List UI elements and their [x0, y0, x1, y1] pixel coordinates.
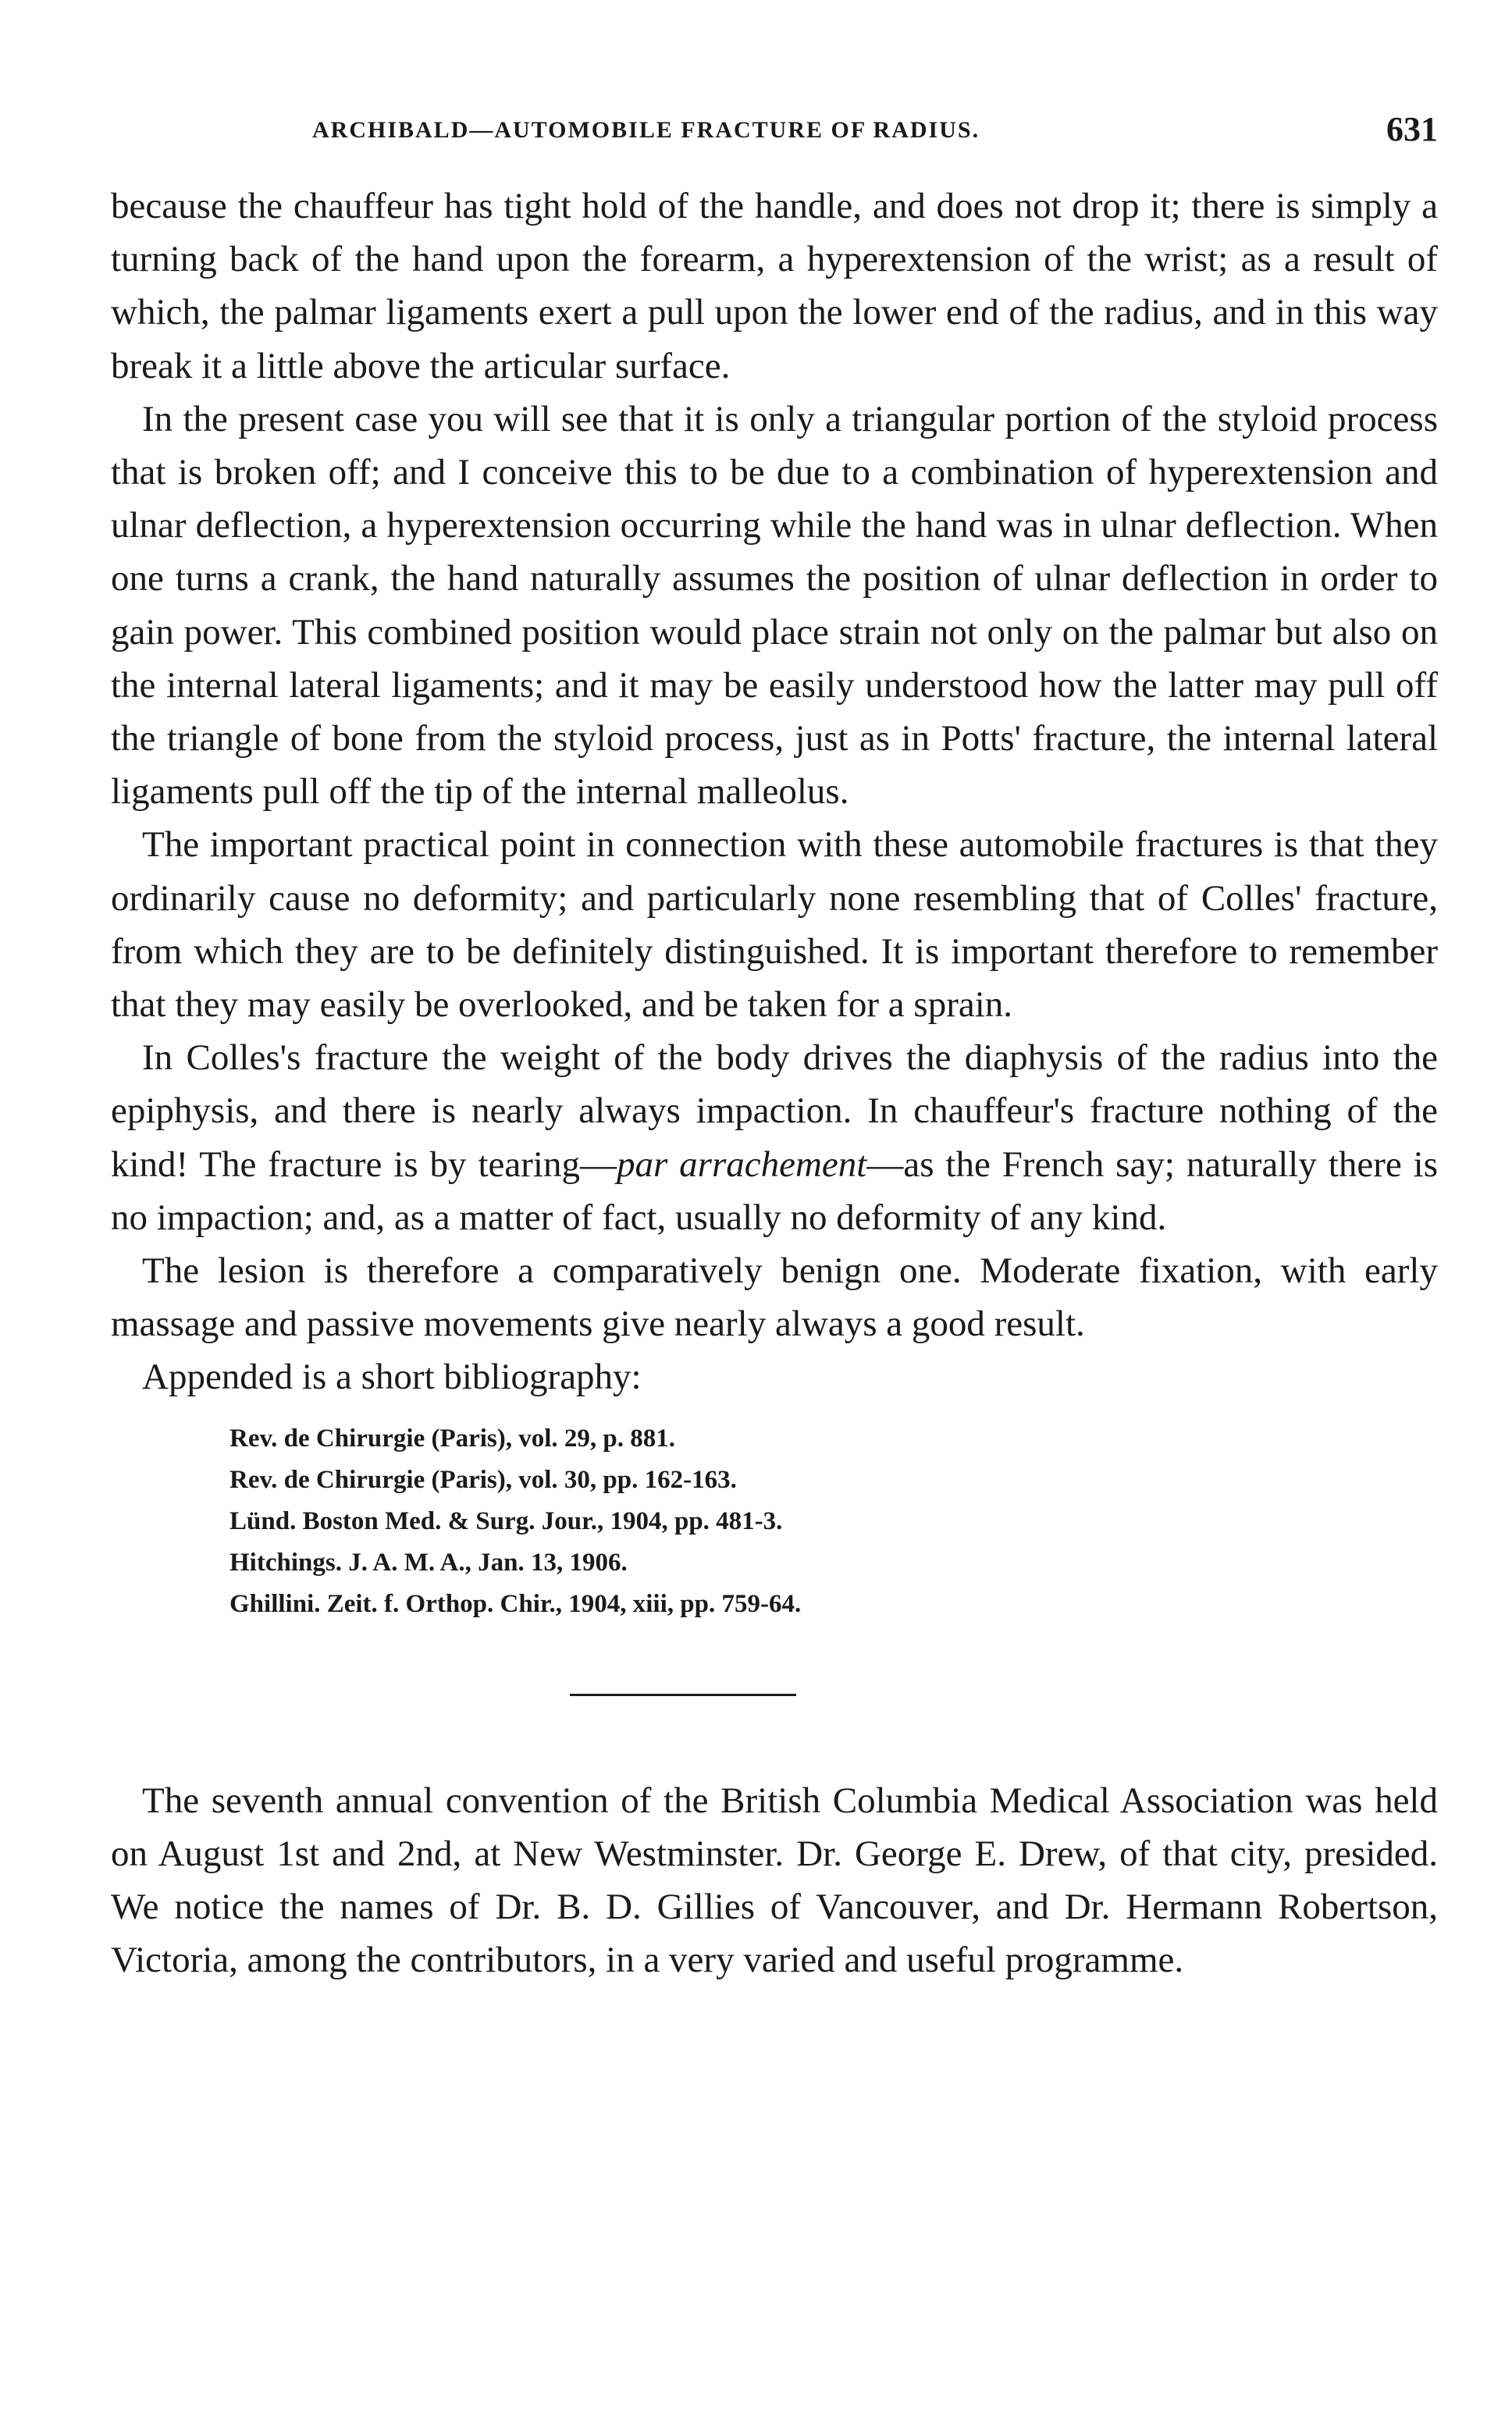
paragraph-colles-text-before: In Colles's fracture the weight of the body drives the diaphysis of the radius into the epiphysis, and there is nearly always impaction. In chauffeur's fracture nothing of the kind! The fracture is by tearing—	[111, 1037, 1438, 1185]
bibliography-entry: Ghillini. Zeit. f. Orthop. Chir., 1904, xiii, pp. 759-64.	[229, 1589, 802, 1618]
paragraph-colles-text-after: —as the French say; naturally there is no impaction; and, as a matter of fact, usually no deformity of any kind.	[111, 1143, 1438, 1238]
paragraph-colles	[111, 1031, 1438, 1244]
notice-paragraph: The seventh annual convention of the British Columbia Medical Association was held on August 1st and 2nd, at New Westminster. Dr. George E. Drew, of that city, presided. We notice the names of Dr. B. D. Gillies of Vancouver, and Dr. Hermann Robertson, Victoria, among the contributors, in a very varied and useful programme.	[111, 1780, 1438, 1980]
bibliography-entry: Lünd. Boston Med. & Surg. Jour., 1904, pp. 481-3.	[229, 1506, 783, 1535]
section-divider	[570, 1694, 796, 1696]
page-number: 631	[1386, 110, 1438, 148]
paragraph-bibliography-intro: Appended is a short bibliography:	[142, 1357, 642, 1398]
paragraph-styloid: In the present case you will see that it is only a triangular portion of the styloid process that is broken off; and I conceive this to be due to a combination of hyperextension and ulnar deflection, a hyperextension occurring while the hand was in ulnar deflection. When one turns a crank, the hand naturally assumes the position of ulnar deflection in order to gain power. This combined position would place strain not only on the palmar but also on the internal lateral ligaments; and it may be easily understood how the latter may pull off the triangle of bone from the styloid process, just as in Potts' fracture, the internal lateral ligaments pull off the tip of the internal malleolus.	[111, 398, 1438, 813]
convention-notice	[111, 1774, 1438, 1986]
french-phrase: par arrachement	[616, 1143, 867, 1185]
paragraph-lesion: The lesion is therefore a comparatively benign one. Moderate fixation, with early massage and passive movements give nearly always a good result.	[111, 1250, 1438, 1345]
running-head	[111, 94, 1438, 148]
bibliography-list	[229, 1418, 1438, 1625]
paragraph-continued: because the chauffeur has tight hold of the handle, and does not drop it; there is simply a turning back of the hand upon the forearm, a hyperextension of the wrist; as a result of which, the palmar ligaments exert a pull upon the lower end of the radius, and in this way break it a little above the articular surface.	[111, 186, 1438, 386]
page	[111, 94, 1438, 1986]
bibliography-entry: Rev. de Chirurgie (Paris), vol. 30, pp. 162-163.	[229, 1465, 737, 1494]
running-title: ARCHIBALD—AUTOMOBILE FRACTURE OF RADIUS.	[312, 117, 980, 143]
bibliography-entry: Hitchings. J. A. M. A., Jan. 13, 1906.	[229, 1548, 628, 1577]
bibliography-entry: Rev. de Chirurgie (Paris), vol. 29, p. 881.	[229, 1424, 676, 1453]
paragraph-practical-point: The important practical point in connection with these automobile fractures is that they ordinarily cause no deformity; and particularly none resembling that of Colles' fracture, from which they are to be definitely distinguished. It is important therefore to remember that they may easily be overlooked, and be taken for a sprain.	[111, 824, 1438, 1026]
article-body	[111, 180, 1438, 1404]
